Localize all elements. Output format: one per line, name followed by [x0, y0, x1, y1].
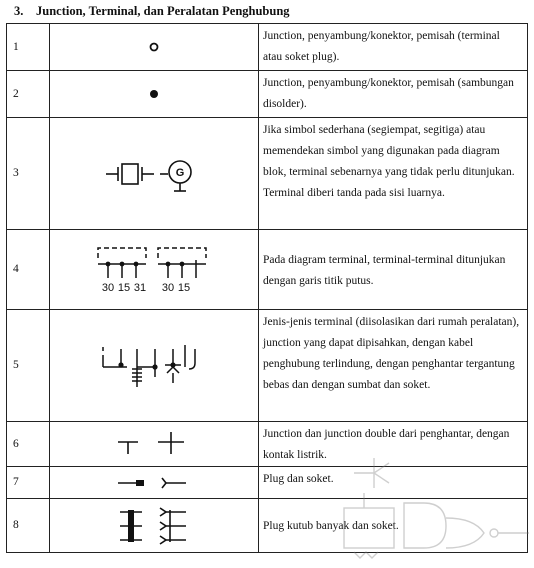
symbol-cell — [50, 71, 259, 118]
section-number: 3. — [14, 4, 24, 18]
terminal-label: 15 — [177, 281, 191, 294]
section-title: Junction, Terminal, dan Peralatan Penghubung — [36, 4, 290, 18]
row-description: Jika simbol sederhana (segiempat, segitiga) atau memendekan simbol yang digunakan pada diagram blok, terminal sebenarnya yang tidak perlu ditunjukan. Terminal diberi tanda pada sisi luarnya. — [259, 118, 528, 230]
terminal-label: 31 — [133, 281, 147, 294]
generator-label: G — [175, 166, 185, 179]
symbol-cell — [50, 467, 259, 499]
symbol-cell — [50, 118, 259, 230]
row-number: 3 — [7, 118, 50, 230]
row-number: 4 — [7, 230, 50, 310]
row-description: Junction dan junction double dari penghantar, dengan kontak listrik. — [259, 422, 528, 467]
terminal-label: 30 — [101, 281, 115, 294]
terminal-types-icon — [99, 341, 209, 391]
symbol-cell — [50, 422, 259, 467]
row-description: Plug kutub banyak dan soket. — [259, 499, 528, 553]
row-description: Junction, penyambung/konektor, pemisah (sambungan disolder). — [259, 71, 528, 118]
row-number: 6 — [7, 422, 50, 467]
row-description: Jenis-jenis terminal (diisolasikan dari rumah peralatan), junction yang dapat dipisahkan, dengan kabel penghubung terlindung, dengan penghantar tergantung bebas dan dengan sumbat dan soket. — [259, 310, 528, 422]
double-junction-icon — [114, 432, 194, 456]
row-number: 1 — [7, 24, 50, 71]
multipole-plug-socket-icon — [114, 506, 194, 546]
row-number: 8 — [7, 499, 50, 553]
solder-junction-icon — [144, 84, 164, 104]
row-description: Plug dan soket. — [259, 467, 528, 499]
row-description: Junction, penyambung/konektor, pemisah (terminal atau soket plug). — [259, 24, 528, 71]
terminal-label: 15 — [117, 281, 131, 294]
open-terminal-icon — [144, 37, 164, 57]
row-description: Pada diagram terminal, terminal-terminal ditunjukan dengan garis titik putus. — [259, 230, 528, 310]
terminal-diagram-icon — [94, 244, 214, 296]
plug-socket-icon — [114, 475, 194, 491]
symbol-cell — [50, 230, 259, 310]
table-row — [7, 118, 528, 230]
table-row — [7, 71, 528, 118]
table-row — [7, 230, 528, 310]
row-number: 5 — [7, 310, 50, 422]
table-row — [7, 310, 528, 422]
block-terminal-generator-icon — [104, 152, 204, 196]
row-number: 2 — [7, 71, 50, 118]
logic-gate-watermark — [334, 448, 534, 568]
symbol-cell — [50, 310, 259, 422]
terminal-label: 30 — [161, 281, 175, 294]
section-heading — [14, 4, 290, 19]
table-row — [7, 24, 528, 71]
symbol-cell — [50, 24, 259, 71]
symbol-cell — [50, 499, 259, 553]
row-number: 7 — [7, 467, 50, 499]
